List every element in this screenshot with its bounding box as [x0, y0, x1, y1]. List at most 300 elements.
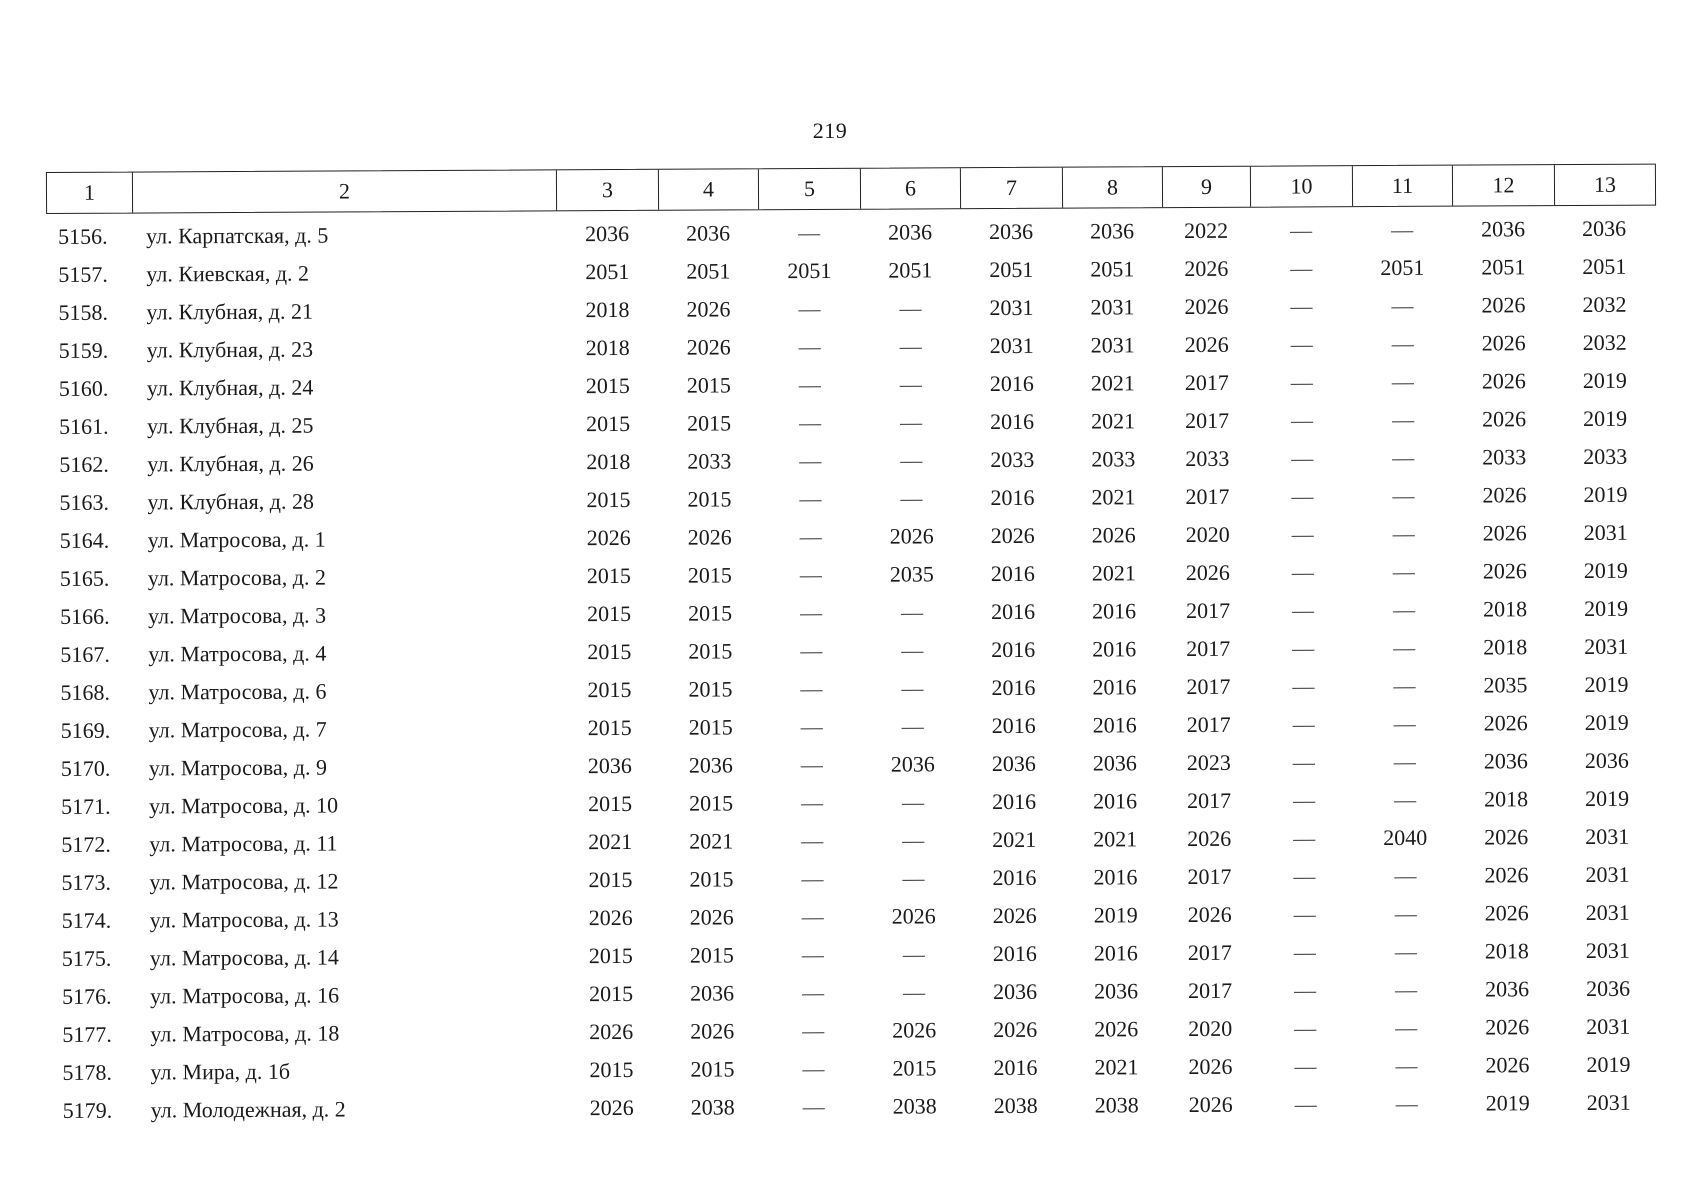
cell-col-7: 2036	[989, 218, 1034, 245]
row-address: ул. Матросова, д. 3	[148, 602, 327, 629]
cell-col-8: 2021	[1093, 826, 1138, 852]
cell-col-3: 2036	[587, 752, 632, 779]
cell-col-9: 2026	[1187, 825, 1232, 852]
cell-col-3: 2015	[588, 790, 633, 817]
cell-col-9: 2017	[1187, 977, 1233, 1004]
cell-col-10: —	[1293, 901, 1316, 927]
cell-col-6: 2035	[889, 561, 934, 587]
cell-col-12: 2018	[1483, 634, 1528, 660]
cell-col-5: —	[802, 1055, 825, 1082]
cell-col-6: —	[900, 485, 923, 511]
cell-col-6: —	[899, 295, 922, 321]
cell-col-11: —	[1394, 938, 1417, 964]
cell-col-9: 2026	[1185, 559, 1230, 586]
cell-col-11: —	[1393, 748, 1416, 774]
cell-col-3: 2015	[587, 638, 632, 665]
row-number: 5171.	[61, 793, 111, 819]
row-address: ул. Карпатская, д. 5	[146, 222, 329, 249]
cell-col-5: —	[801, 789, 824, 816]
cell-col-13: 2031	[1585, 823, 1630, 849]
cell-col-4: 2026	[690, 1018, 735, 1044]
cell-col-8: 2016	[1093, 940, 1138, 966]
cell-col-7: 2026	[990, 522, 1035, 549]
cell-col-11: —	[1394, 976, 1418, 1002]
cell-col-12: 2026	[1481, 330, 1526, 356]
cell-col-4: 2026	[689, 904, 734, 930]
cell-col-8: 2031	[1090, 294, 1135, 320]
cell-col-3: 2015	[586, 410, 631, 437]
row-number: 5175.	[61, 945, 112, 971]
cell-col-11: 2040	[1383, 824, 1428, 851]
cell-col-9: 2017	[1185, 483, 1230, 510]
cell-col-8: 2051	[1090, 256, 1135, 282]
cell-col-7: 2031	[989, 332, 1034, 359]
cell-col-12: 2026	[1485, 1014, 1530, 1040]
cell-col-10: —	[1293, 977, 1317, 1003]
header-cell-6: 6	[861, 168, 961, 209]
cell-col-8: 2016	[1092, 598, 1137, 624]
cell-col-8: 2021	[1090, 370, 1135, 396]
cell-col-8: 2026	[1094, 1016, 1139, 1042]
cell-col-7: 2036	[992, 978, 1038, 1005]
cell-col-3: 2015	[586, 562, 631, 589]
cell-col-4: 2038	[690, 1094, 735, 1120]
row-address: ул. Мира, д. 1б	[150, 1058, 291, 1085]
cell-col-9: 2026	[1184, 293, 1229, 320]
cell-col-7: 2016	[989, 370, 1034, 397]
cell-col-12: 2026	[1482, 558, 1527, 584]
cell-col-5: —	[800, 637, 823, 664]
cell-col-7: 2016	[991, 636, 1036, 663]
cell-col-4: 2036	[690, 980, 735, 1006]
row-number: 5170.	[60, 755, 111, 781]
cell-col-4: 2036	[688, 752, 733, 778]
cell-col-8: 2021	[1094, 1054, 1139, 1080]
header-cell-4: 4	[659, 169, 759, 210]
row-address: ул. Матросова, д. 13	[149, 906, 339, 933]
row-number: 5162.	[59, 451, 109, 477]
cell-col-6: —	[902, 979, 926, 1005]
cell-col-11: 2051	[1380, 254, 1425, 281]
cell-col-13: 2019	[1584, 785, 1630, 811]
row-number: 5163.	[59, 489, 110, 515]
header-cell-13: 13	[1593, 171, 1617, 197]
cell-col-9: 2020	[1185, 521, 1230, 548]
cell-col-7: 2051	[989, 256, 1034, 283]
cell-col-6: 2026	[892, 1017, 937, 1043]
cell-col-6: —	[902, 789, 925, 815]
cell-col-6: —	[902, 827, 925, 853]
cell-col-10: —	[1290, 369, 1313, 395]
row-address: ул. Матросова, д. 2	[147, 564, 326, 591]
cell-col-11: —	[1394, 862, 1417, 888]
header-cell-2: 2	[133, 170, 557, 212]
cell-col-7: 2016	[992, 940, 1037, 967]
cell-col-5: —	[798, 333, 821, 360]
cell-col-9: 2026	[1188, 1053, 1233, 1080]
table-header	[46, 164, 1656, 214]
cell-col-5: —	[799, 561, 822, 588]
row-address: ул. Клубная, д. 21	[146, 298, 313, 325]
table-row	[51, 1084, 1659, 1130]
cell-col-3: 2015	[587, 676, 632, 703]
cell-col-3: 2015	[588, 942, 633, 969]
row-number: 5169.	[60, 717, 111, 743]
cell-col-3: 2026	[589, 1018, 634, 1045]
cell-col-11: —	[1395, 1052, 1418, 1078]
cell-col-10: —	[1292, 749, 1315, 775]
cell-col-4: 2015	[688, 676, 733, 702]
cell-col-6: 2036	[890, 751, 935, 777]
header-cell-1: 1	[47, 173, 133, 213]
cell-col-6: —	[901, 637, 924, 663]
cell-col-7: 2038	[993, 1092, 1038, 1119]
cell-col-7: 2016	[990, 484, 1035, 511]
cell-col-7: 2016	[992, 788, 1037, 815]
cell-col-6: 2026	[891, 903, 936, 929]
cell-col-6: —	[901, 599, 924, 625]
cell-col-10: —	[1291, 445, 1314, 471]
row-address: ул. Клубная, д. 25	[147, 412, 314, 439]
row-address: ул. Матросова, д. 11	[149, 830, 338, 857]
cell-col-3: 2015	[587, 600, 632, 627]
cell-col-11: —	[1392, 520, 1415, 546]
cell-col-11: —	[1392, 406, 1415, 432]
cell-col-5: —	[801, 827, 824, 854]
cell-col-3: 2021	[588, 828, 633, 855]
cell-col-6: —	[901, 675, 924, 701]
cell-col-6: 2036	[888, 219, 933, 245]
cell-col-11: —	[1392, 444, 1415, 470]
cell-col-9: 2033	[1185, 445, 1230, 472]
row-number: 5156.	[58, 223, 108, 249]
row-number: 5165.	[59, 565, 110, 591]
cell-col-12: 2036	[1483, 748, 1528, 774]
cell-col-12: 2026	[1482, 406, 1527, 432]
cell-col-12: 2033	[1482, 444, 1527, 470]
cell-col-4: 2015	[689, 942, 734, 968]
cell-col-10: —	[1291, 407, 1314, 433]
cell-col-5: —	[798, 219, 821, 246]
cell-col-12: 2026	[1482, 482, 1527, 508]
cell-col-5: —	[800, 599, 823, 626]
cell-col-4: 2015	[687, 562, 732, 588]
cell-col-5: —	[798, 371, 821, 398]
cell-col-9: 2017	[1186, 597, 1231, 624]
cell-col-13: 2019	[1583, 405, 1628, 431]
cell-col-10: —	[1291, 559, 1314, 585]
cell-col-3: 2015	[586, 486, 631, 513]
cell-col-11: —	[1391, 368, 1414, 394]
cell-col-9: 2017	[1187, 787, 1232, 814]
cell-col-10: —	[1293, 825, 1316, 851]
cell-col-4: 2036	[686, 220, 731, 246]
cell-col-5: —	[800, 751, 823, 778]
cell-col-8: 2016	[1093, 864, 1138, 890]
row-address: ул. Матросова, д. 18	[150, 1020, 340, 1047]
cell-col-3: 2018	[586, 448, 631, 475]
cell-col-12: 2018	[1483, 596, 1528, 622]
cell-col-13: 2019	[1584, 671, 1629, 697]
cell-col-3: 2026	[586, 524, 631, 551]
page-number: 219	[812, 118, 848, 143]
cell-col-5: —	[801, 903, 824, 930]
header-cell-9: 9	[1163, 167, 1251, 207]
cell-col-5: —	[799, 409, 822, 436]
cell-col-8: 2021	[1091, 408, 1136, 434]
cell-col-12: 2026	[1484, 824, 1529, 850]
cell-col-7: 2016	[991, 712, 1036, 739]
cell-col-6: 2026	[889, 523, 934, 549]
cell-col-3: 2015	[589, 1056, 634, 1083]
cell-col-8: 2016	[1092, 636, 1137, 662]
cell-col-13: 2031	[1585, 861, 1630, 887]
cell-col-13: 2031	[1584, 633, 1629, 659]
cell-col-13: 2031	[1585, 937, 1630, 963]
cell-col-11: —	[1395, 1014, 1418, 1040]
cell-col-7: 2016	[991, 674, 1036, 701]
cell-col-4: 2026	[686, 296, 731, 322]
row-number: 5157.	[58, 261, 108, 287]
row-address: ул. Матросова, д. 9	[148, 754, 327, 781]
row-number: 5161.	[59, 413, 109, 439]
cell-col-3: 2015	[585, 372, 630, 399]
cell-col-4: 2015	[688, 638, 733, 664]
cell-col-4: 2015	[688, 714, 733, 740]
cell-col-5: —	[800, 675, 823, 702]
row-address: ул. Матросова, д. 12	[149, 868, 339, 895]
cell-col-11: —	[1393, 634, 1416, 660]
row-address: ул. Матросова, д. 10	[149, 792, 339, 819]
cell-col-8: 2031	[1090, 332, 1135, 358]
cell-col-12: 2026	[1481, 368, 1526, 394]
cell-col-8: 2033	[1091, 446, 1136, 472]
cell-col-3: 2018	[585, 334, 630, 361]
cell-col-9: 2017	[1186, 711, 1231, 738]
row-number: 5173.	[61, 869, 112, 895]
cell-col-12: 2051	[1481, 254, 1526, 280]
cell-col-13: 2031	[1583, 519, 1628, 545]
cell-col-4: 2021	[689, 828, 734, 854]
row-address: ул. Матросова, д. 4	[148, 640, 327, 667]
cell-col-7: 2026	[992, 902, 1037, 929]
cell-col-7: 2026	[993, 1016, 1038, 1043]
cell-col-12: 2035	[1483, 672, 1528, 698]
cell-col-12: 2026	[1484, 862, 1529, 888]
header-cell-8: 8	[1063, 167, 1163, 208]
cell-col-8: 2036	[1092, 750, 1137, 776]
row-number: 5167.	[60, 641, 110, 667]
cell-col-10: —	[1290, 331, 1313, 357]
cell-col-11: —	[1393, 786, 1417, 812]
cell-col-9: 2017	[1187, 863, 1232, 890]
cell-col-9: 2026	[1187, 901, 1232, 928]
cell-col-10: —	[1291, 483, 1314, 509]
cell-col-10: —	[1294, 1015, 1317, 1041]
cell-col-7: 2031	[989, 294, 1034, 321]
row-number: 5166.	[60, 603, 110, 629]
cell-col-7: 2036	[991, 750, 1036, 777]
cell-col-7: 2021	[992, 826, 1037, 853]
cell-col-5: —	[798, 295, 821, 322]
cell-col-9: 2022	[1184, 217, 1229, 244]
cell-col-5: —	[799, 447, 822, 474]
cell-col-9: 2026	[1184, 255, 1229, 282]
cell-col-11: —	[1393, 672, 1416, 698]
cell-col-11: —	[1392, 482, 1415, 508]
cell-col-13: 2031	[1586, 1013, 1631, 1039]
cell-col-12: 2026	[1484, 900, 1529, 926]
cell-col-4: 2015	[689, 790, 734, 816]
row-number: 5164.	[59, 527, 110, 553]
cell-col-8: 2036	[1090, 218, 1135, 244]
cell-col-9: 2017	[1184, 369, 1229, 396]
cell-col-10: —	[1292, 787, 1316, 813]
row-number: 5178.	[62, 1059, 113, 1085]
cell-col-6: 2038	[892, 1093, 937, 1119]
cell-col-7: 2033	[990, 446, 1035, 473]
cell-col-12: 2026	[1482, 520, 1527, 546]
cell-col-9: 2023	[1186, 749, 1231, 776]
cell-col-12: 2026	[1485, 1052, 1530, 1078]
cell-col-12: 2018	[1484, 938, 1529, 964]
cell-col-9: 2020	[1188, 1015, 1233, 1042]
row-number: 5158.	[58, 299, 109, 325]
cell-col-10: —	[1291, 521, 1314, 547]
cell-col-8: 2021	[1091, 484, 1136, 510]
cell-col-3: 2036	[585, 220, 630, 247]
row-address: ул. Клубная, д. 26	[147, 450, 314, 477]
cell-col-5: —	[801, 865, 824, 892]
cell-col-13: 2031	[1586, 1089, 1631, 1115]
cell-col-11: —	[1391, 330, 1414, 356]
cell-col-13: 2019	[1584, 595, 1629, 621]
cell-col-8: 2021	[1091, 560, 1136, 586]
row-address: ул. Матросова, д. 1	[147, 526, 326, 553]
cell-col-7: 2016	[993, 1054, 1038, 1081]
cell-col-11: —	[1395, 1090, 1418, 1116]
row-number: 5179.	[62, 1097, 113, 1123]
row-address: ул. Молодежная, д. 2	[150, 1096, 346, 1123]
cell-col-5: —	[802, 1017, 825, 1044]
cell-col-10: —	[1292, 597, 1315, 623]
cell-col-5: —	[799, 485, 822, 512]
cell-col-12: 2026	[1483, 710, 1528, 736]
header-cell-11: 11	[1353, 166, 1453, 207]
cell-col-5: —	[802, 1093, 825, 1120]
row-address: ул. Матросова, д. 16	[150, 982, 340, 1009]
cell-col-13: 2019	[1583, 557, 1628, 583]
row-address: ул. Клубная, д. 24	[146, 374, 314, 401]
cell-col-9: 2017	[1186, 673, 1231, 700]
cell-col-12: 2026	[1481, 292, 1526, 318]
cell-col-7: 2016	[990, 560, 1035, 587]
cell-col-13: 2036	[1585, 975, 1631, 1001]
cell-col-3: 2026	[589, 1094, 634, 1121]
cell-col-4: 2015	[690, 1056, 735, 1082]
cell-col-5: —	[799, 523, 822, 550]
cell-col-10: —	[1292, 635, 1315, 661]
cell-col-4: 2015	[688, 600, 733, 626]
row-address: ул. Матросова, д. 7	[148, 716, 327, 743]
cell-col-6: 2051	[888, 257, 933, 283]
row-address: ул. Клубная, д. 28	[147, 488, 314, 515]
cell-col-11: —	[1391, 292, 1414, 318]
cell-col-5: —	[801, 941, 824, 968]
cell-col-6: —	[899, 333, 922, 359]
cell-col-4: 2033	[687, 448, 732, 474]
cell-col-8: 2038	[1094, 1092, 1139, 1118]
cell-col-6: —	[901, 713, 924, 739]
cell-col-3: 2015	[588, 866, 633, 893]
cell-col-7: 2016	[992, 864, 1037, 891]
cell-col-6: —	[900, 409, 923, 435]
cell-col-13: 2019	[1582, 367, 1627, 393]
cell-col-13: 2051	[1582, 253, 1627, 279]
cell-col-11: —	[1391, 216, 1414, 242]
header-cell-10: 10	[1251, 166, 1353, 207]
row-number: 5177.	[62, 1021, 112, 1047]
cell-col-10: —	[1293, 939, 1316, 965]
cell-col-4: 2015	[689, 866, 734, 892]
cell-col-6: —	[899, 371, 922, 397]
cell-col-3: 2051	[585, 258, 630, 285]
header-cell-5: 5	[759, 169, 861, 210]
cell-col-12: 2019	[1485, 1090, 1530, 1116]
cell-col-4: 2015	[687, 486, 732, 512]
cell-col-13: 2019	[1583, 481, 1628, 507]
cell-col-10: —	[1292, 673, 1315, 699]
cell-col-8: 2016	[1093, 788, 1138, 814]
cell-col-13: 2032	[1582, 291, 1627, 317]
row-number: 5168.	[60, 679, 111, 705]
cell-col-3: 2026	[588, 904, 633, 931]
header-cell-7: 7	[961, 168, 1063, 209]
cell-col-10: —	[1294, 1053, 1317, 1079]
cell-col-9: 2026	[1184, 331, 1229, 358]
row-address: ул. Клубная, д. 23	[146, 336, 314, 363]
cell-col-10: —	[1290, 255, 1313, 281]
cell-col-10: —	[1292, 711, 1315, 737]
row-address: ул. Киевская, д. 2	[146, 260, 310, 287]
cell-col-7: 2016	[990, 408, 1035, 435]
cell-col-3: 2015	[589, 980, 634, 1007]
cell-col-4: 2026	[686, 334, 731, 360]
cell-col-9: 2017	[1186, 635, 1231, 662]
cell-col-5: 2051	[787, 257, 832, 284]
cell-col-13: 2031	[1585, 899, 1630, 925]
cell-col-4: 2051	[686, 258, 731, 284]
cell-col-13: 2036	[1584, 747, 1629, 773]
row-number: 5174.	[61, 907, 112, 933]
cell-col-13: 2019	[1586, 1051, 1631, 1077]
cell-col-13: 2019	[1584, 709, 1629, 735]
cell-col-8: 2019	[1093, 902, 1138, 928]
cell-col-12: 2036	[1484, 976, 1530, 1002]
cell-col-6: —	[902, 865, 925, 891]
cell-col-9: 2017	[1185, 407, 1230, 434]
cell-col-3: 2015	[587, 714, 632, 741]
cell-col-13: 2036	[1582, 215, 1627, 241]
cell-col-6: —	[902, 941, 925, 967]
cell-col-5: —	[802, 979, 825, 1006]
cell-col-12: 2018	[1483, 786, 1529, 812]
cell-col-11: —	[1394, 900, 1417, 926]
cell-col-8: 2036	[1093, 978, 1139, 1004]
row-address: ул. Матросова, д. 6	[148, 678, 327, 705]
table-body	[46, 210, 1659, 1130]
header-cell-3: 3	[557, 170, 659, 211]
